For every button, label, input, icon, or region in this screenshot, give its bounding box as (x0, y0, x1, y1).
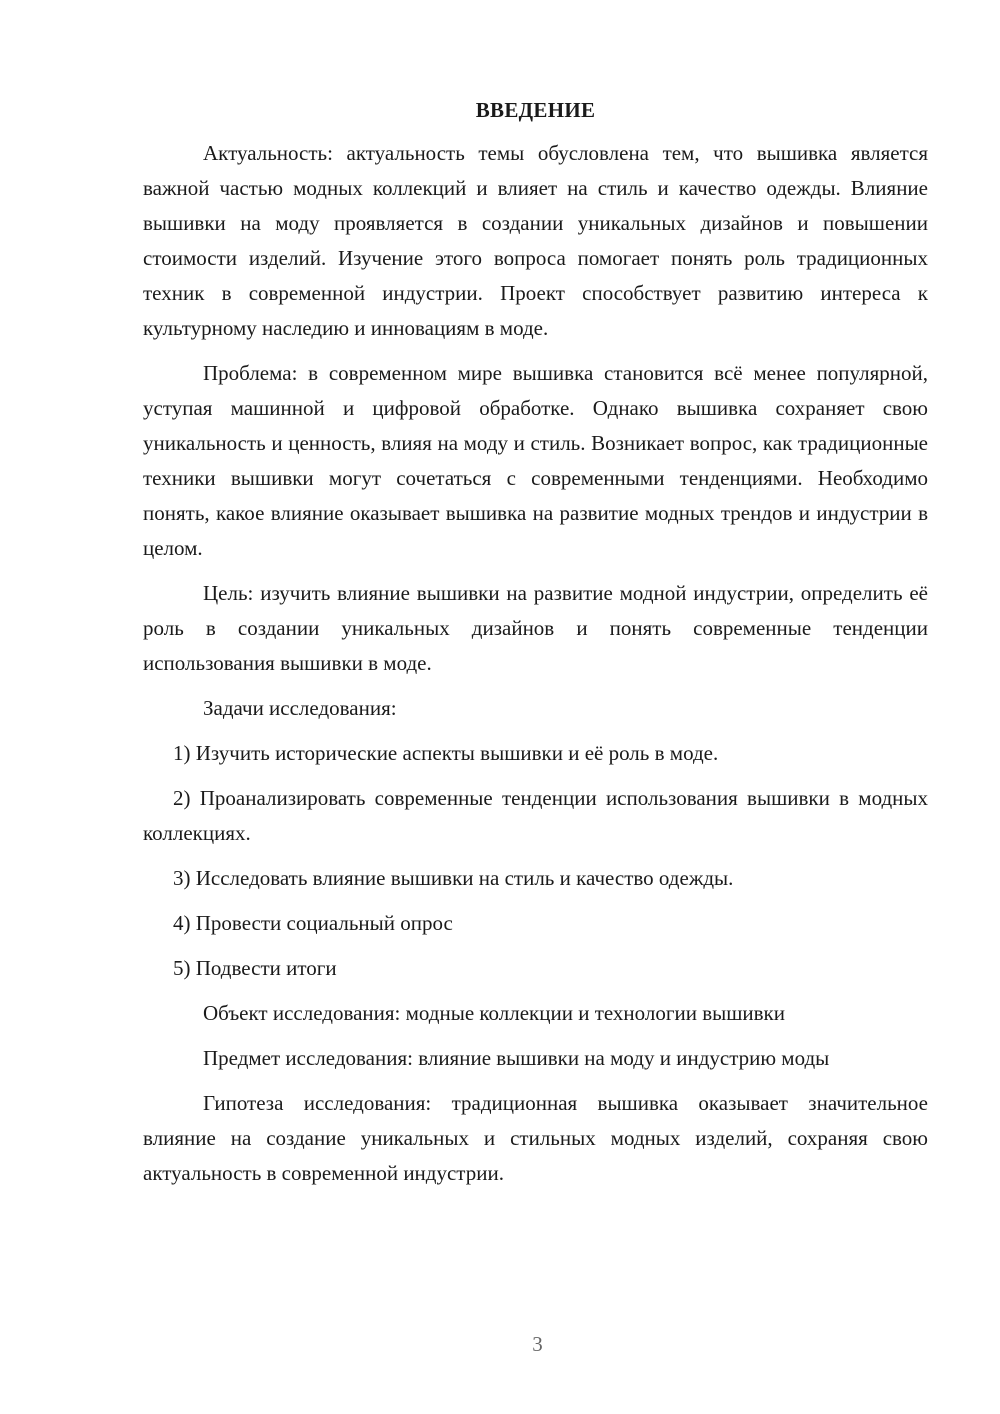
paragraph-relevance: Актуальность: актуальность темы обусловлена тем, что вышивка является важной частью модных коллекций и влияет на стиль и качество одежды. Влияние вышивки на моду проявляется в создании уникальных дизайнов и повышении стоимости изделий. Изучение этого вопроса помогает понять роль традиционных техник в современной индустрии. Проект способствует развитию интереса к культурному наследию и инновациям в моде. (143, 141, 928, 340)
task-item: 1) Изучить исторические аспекты вышивки и её роль в моде. (173, 741, 719, 765)
page-number: 3 (532, 1332, 543, 1356)
paragraph-tasks-heading: Задачи исследования: (203, 696, 397, 720)
task-item: 5) Подвести итоги (173, 956, 337, 980)
task-item: 3) Исследовать влияние вышивки на стиль и качество одежды. (173, 866, 734, 890)
task-item: 2) Проанализировать современные тенденции использования вышивки в модных коллекциях. (143, 786, 928, 845)
paragraph-subject: Предмет исследования: влияние вышивки на моду и индустрию моды (203, 1046, 830, 1070)
document-page (143, 93, 928, 1191)
task-item: 4) Провести социальный опрос (173, 911, 453, 935)
section-title: ВВЕДЕНИЕ (475, 98, 596, 122)
paragraph-object: Объект исследования: модные коллекции и технологии вышивки (203, 1001, 786, 1025)
paragraph-hypothesis: Гипотеза исследования: традиционная вышивка оказывает значительное влияние на создание уникальных и стильных модных изделий, сохраняя свою актуальность в современной индустрии. (143, 1091, 928, 1185)
paragraph-goal: Цель: изучить влияние вышивки на развитие модной индустрии, определить её роль в создании уникальных дизайнов и понять современные тенденции использования вышивки в моде. (143, 581, 928, 675)
paragraph-problem: Проблема: в современном мире вышивка становится всё менее популярной, уступая машинной и цифровой обработке. Однако вышивка сохраняет свою уникальность и ценность, влияя на моду и стиль. Возникает вопрос, как традиционные техники вышивки могут сочетаться с современными тенденциями. Необходимо понять, какое влияние оказывает вышивка на развитие модных трендов и индустрии в целом. (143, 361, 928, 560)
